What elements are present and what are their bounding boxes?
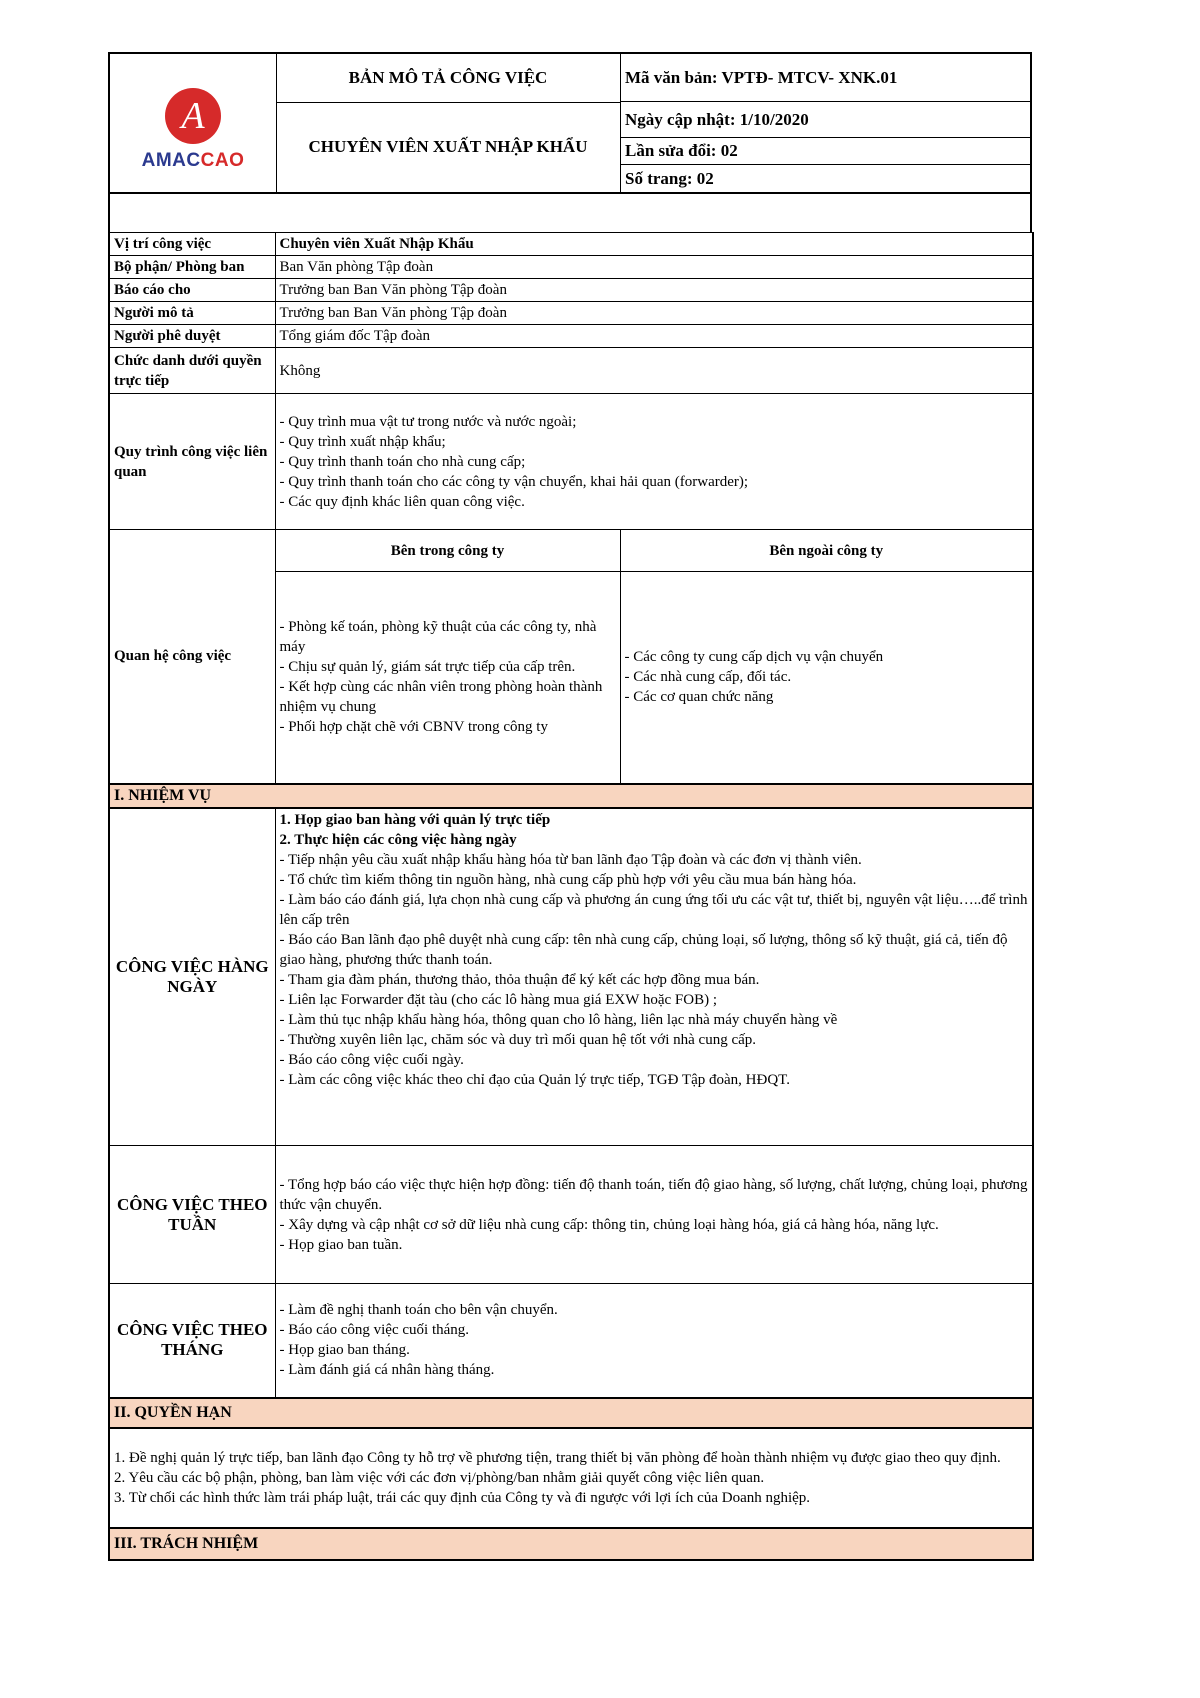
- section-header-responsibility: [109, 1528, 1033, 1560]
- info-label: Người phê duyệt: [109, 325, 275, 348]
- list-item: - Quy trình thanh toán cho nhà cung cấp;: [279, 453, 526, 470]
- info-value: Trưởng ban Ban Văn phòng Tập đoàn: [275, 302, 1033, 325]
- monthly-tasks-row: [109, 1284, 1033, 1398]
- external-header: Bên ngoài công ty: [620, 530, 1033, 572]
- section-title: II. QUYỀN HẠN: [109, 1398, 1033, 1428]
- list-item: - Phòng kế toán, phòng kỹ thuật của các công ty, nhà máy: [279, 619, 597, 656]
- info-row: [109, 279, 1033, 302]
- doc-code: Mã văn bản: VPTĐ- MTCV- XNK.01: [621, 54, 1030, 102]
- position-title: CHUYÊN VIÊN XUẤT NHẬP KHẨU: [276, 102, 621, 192]
- list-item: - Quy trình mua vật tư trong nước và nước ngoài;: [279, 413, 577, 430]
- logo-wordmark: AMACCAO: [141, 150, 245, 171]
- spacer-row: [108, 194, 1032, 232]
- list-item: - Phối hợp chặt chẽ với CBNV trong công ty: [279, 719, 548, 736]
- list-item: - Kết hợp cùng các nhân viên trong phòng hoàn thành nhiệm vụ chung: [279, 679, 603, 716]
- relations-label: Quan hệ công việc: [109, 530, 275, 784]
- monthly-label: CÔNG VIỆC THEO THÁNG: [109, 1284, 275, 1398]
- section-title: III. TRÁCH NHIỆM: [109, 1528, 1033, 1560]
- info-row: [109, 233, 1033, 256]
- job-info-table: [108, 232, 1034, 1561]
- document-header: [108, 52, 1032, 194]
- update-date: Ngày cập nhật: 1/10/2020: [621, 102, 1030, 138]
- list-item: - Làm đánh giá cá nhân hàng tháng.: [279, 1362, 495, 1379]
- authority-list: [109, 1428, 1033, 1528]
- job-description-document: [108, 52, 1032, 1561]
- logo-cell: [110, 54, 277, 192]
- list-item: - Chịu sự quản lý, giám sát trực tiếp của cấp trên.: [279, 659, 576, 676]
- section-header-authority: [109, 1398, 1033, 1428]
- list-item: - Tiếp nhận yêu cầu xuất nhập khẩu hàng hóa từ ban lãnh đạo Tập đoàn và các đơn vị thành viên.: [279, 851, 862, 868]
- list-item: - Báo cáo Ban lãnh đạo phê duyệt nhà cung cấp: tên nhà cung cấp, chủng loại, số lượng, thông số kỹ thuật, giá cả, tiến độ giao hàng, phương thức thanh toán.: [279, 931, 1008, 968]
- list-item: - Các cơ quan chức năng: [624, 689, 774, 706]
- list-item: - Tham gia đàm phán, thương thảo, thỏa thuận để ký kết các hợp đồng mua bán.: [279, 971, 760, 988]
- daily-heading-2: 2. Thực hiện các công việc hàng ngày: [279, 831, 517, 848]
- monthly-tasks-list: [275, 1284, 1033, 1398]
- daily-tasks-row: [109, 808, 1033, 1146]
- list-item: - Làm các công việc khác theo chỉ đạo của Quản lý trực tiếp, TGĐ Tập đoàn, HĐQT.: [279, 1071, 790, 1088]
- info-value: Ban Văn phòng Tập đoàn: [275, 256, 1033, 279]
- list-item: - Họp giao ban tháng.: [279, 1342, 410, 1359]
- logo-emblem-icon: A: [165, 88, 221, 144]
- info-label: Vị trí công việc: [109, 233, 275, 256]
- info-row: [109, 325, 1033, 348]
- list-item: - Liên lạc Forwarder đặt tàu (cho các lô hàng mua giá EXW hoặc FOB) ;: [279, 991, 717, 1008]
- list-item: 3. Từ chối các hình thức làm trái pháp luật, trái các quy định của Công ty và đi ngược với lợi ích của Doanh nghiệp.: [114, 1489, 811, 1506]
- list-item: - Các quy định khác liên quan công việc.: [279, 493, 525, 510]
- daily-heading-1: 1. Họp giao ban hàng với quản lý trực tiếp: [279, 811, 551, 828]
- info-label: Chức danh dưới quyền trực tiếp: [109, 348, 275, 394]
- list-item: - Thường xuyên liên lạc, chăm sóc và duy trì mối quan hệ tốt với nhà cung cấp.: [279, 1031, 757, 1048]
- info-row: [109, 256, 1033, 279]
- info-label: Người mô tả: [109, 302, 275, 325]
- weekly-tasks-list: [275, 1146, 1033, 1284]
- list-item: - Làm thủ tục nhập khẩu hàng hóa, thông quan cho lô hàng, liên lạc nhà máy chuyển hàng về: [279, 1011, 838, 1028]
- revision-number: Lần sửa đổi: 02: [621, 138, 1030, 165]
- list-item: - Báo cáo công việc cuối tháng.: [279, 1322, 470, 1339]
- info-label: Báo cáo cho: [109, 279, 275, 302]
- info-row: [109, 302, 1033, 325]
- weekly-tasks-row: [109, 1146, 1033, 1284]
- authority-row: [109, 1428, 1033, 1528]
- company-logo: [128, 88, 258, 172]
- doc-type-title: BẢN MÔ TẢ CÔNG VIỆC: [276, 54, 621, 103]
- processes-list: [275, 394, 1033, 530]
- list-item: - Tổng hợp báo cáo việc thực hiện hợp đồng: tiến độ thanh toán, tiến độ giao hàng, số lượng, chất lượng, chủng loại, phương thức vận chuyển.: [279, 1176, 1028, 1213]
- list-item: - Tổ chức tìm kiếm thông tin nguồn hàng, nhà cung cấp phù hợp với yêu cầu mua bán hàng hóa.: [279, 871, 857, 888]
- info-value: Chuyên viên Xuất Nhập Khẩu: [275, 233, 1033, 256]
- daily-label: CÔNG VIỆC HÀNG NGÀY: [109, 808, 275, 1146]
- list-item: - Các công ty cung cấp dịch vụ vận chuyển: [624, 649, 884, 666]
- list-item: - Các nhà cung cấp, đối tác.: [624, 669, 792, 686]
- section-header-duties: [109, 784, 1033, 808]
- external-relations-list: [620, 572, 1033, 784]
- list-item: - Làm đề nghị thanh toán cho bên vận chuyển.: [279, 1302, 558, 1319]
- info-value: Tổng giám đốc Tập đoàn: [275, 325, 1033, 348]
- list-item: 1. Đề nghị quản lý trực tiếp, ban lãnh đạo Công ty hỗ trợ về phương tiện, trang thiết bị văn phòng để hoàn thành nhiệm vụ được giao theo quy định.: [114, 1449, 1001, 1466]
- weekly-label: CÔNG VIỆC THEO TUẦN: [109, 1146, 275, 1284]
- list-item: 2. Yêu cầu các bộ phận, phòng, ban làm việc với các đơn vị/phòng/ban nhằm giải quyết công việc liên quan.: [114, 1469, 765, 1486]
- list-item: - Họp giao ban tuần.: [279, 1236, 403, 1253]
- section-title: I. NHIỆM VỤ: [109, 784, 1033, 808]
- list-item: - Làm báo cáo đánh giá, lựa chọn nhà cung cấp và phương án cung ứng tối ưu các vật tư, thiết bị, nguyên vật liệu…..để trình lên cấp trên: [279, 891, 1028, 928]
- list-item: - Xây dựng và cập nhật cơ sở dữ liệu nhà cung cấp: thông tin, chủng loại hàng hóa, giá cả hàng hóa, năng lực.: [279, 1216, 939, 1233]
- list-item: - Báo cáo công việc cuối ngày.: [279, 1051, 464, 1068]
- info-value: Trưởng ban Ban Văn phòng Tập đoàn: [275, 279, 1033, 302]
- relations-header-row: [109, 530, 1033, 572]
- info-label: Bộ phận/ Phòng ban: [109, 256, 275, 279]
- list-item: - Quy trình thanh toán cho các công ty vận chuyển, khai hải quan (forwarder);: [279, 473, 749, 490]
- info-value: Không: [275, 348, 1033, 394]
- processes-label: Quy trình công việc liên quan: [109, 394, 275, 530]
- list-item: - Quy trình xuất nhập khẩu;: [279, 433, 446, 450]
- internal-header: Bên trong công ty: [275, 530, 620, 572]
- info-row: [109, 348, 1033, 394]
- processes-row: [109, 394, 1033, 530]
- daily-tasks-list: [275, 808, 1033, 1146]
- internal-relations-list: [275, 572, 620, 784]
- page-count: Số trang: 02: [625, 168, 714, 188]
